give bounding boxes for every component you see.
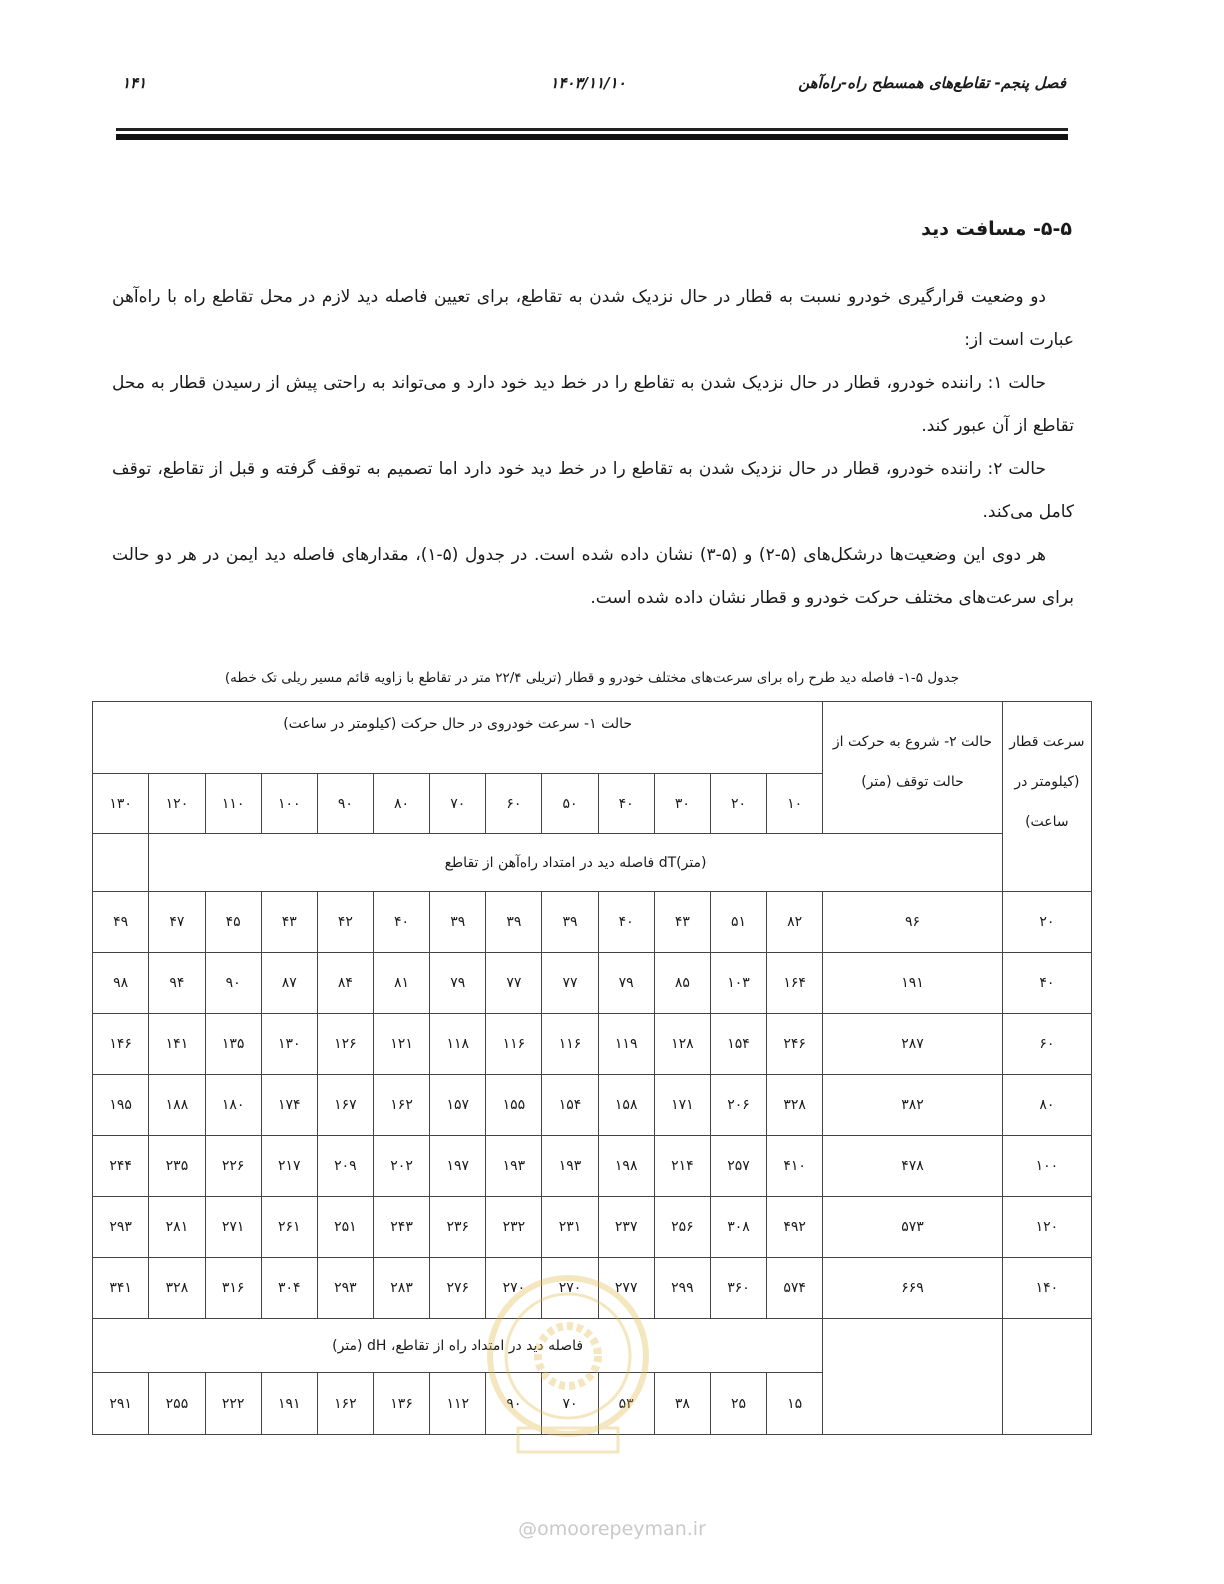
dT-value-cell: ۲۶۱: [261, 1197, 317, 1258]
dT-value-cell: ۲۵۱: [317, 1197, 373, 1258]
vehicle-speed-header: ۵۰: [542, 774, 598, 834]
dT-value-cell: ۷۷: [486, 953, 542, 1014]
page-number: ۱۴۱: [122, 74, 147, 92]
dH-value-cell: ۱۶۲: [317, 1373, 373, 1435]
dT-value-cell: ۱۲۱: [373, 1014, 429, 1075]
vehicle-speed-header: ۸۰: [373, 774, 429, 834]
dT-value-cell: ۷۷: [542, 953, 598, 1014]
dT-value-cell: ۲۹۳: [93, 1197, 149, 1258]
dT-value-cell: ۲۱۴: [654, 1136, 710, 1197]
dT-value-cell: ۳۱۶: [205, 1258, 261, 1319]
empty-cell: [93, 834, 149, 892]
dT-value-cell: ۴۰: [373, 892, 429, 953]
dT-value-cell: ۲۷۱: [205, 1197, 261, 1258]
vehicle-speed-header: ۱۱۰: [205, 774, 261, 834]
dH-value-cell: ۷۰: [542, 1373, 598, 1435]
paragraph: حالت ۲: راننده خودرو، قطار در حال نزدیک شدن به تقاطع را در خط دید خود دارد اما تصمیم به توقف گرفته و قبل از تقاطع، توقف کامل می‌کند.: [112, 459, 1074, 522]
paragraph: حالت ۱: راننده خودرو، قطار در حال نزدیک شدن به تقاطع را در خط دید خود دارد و می‌تواند به راحتی پیش از رسیدن قطار به محل تقاطع از آن عبور کند.: [112, 373, 1074, 436]
dT-value-cell: ۲۴۴: [93, 1136, 149, 1197]
vehicle-speed-header: ۳۰: [654, 774, 710, 834]
dT-value-cell: ۱۶۷: [317, 1075, 373, 1136]
dT-value-cell: ۳۹: [542, 892, 598, 953]
dT-value-cell: ۲۳۵: [149, 1136, 205, 1197]
dT-value-cell: ۱۰۳: [710, 953, 766, 1014]
section-title: ۵-۵- مسافت دید: [921, 218, 1072, 240]
dT-value-cell: ۱۱۹: [598, 1014, 654, 1075]
paragraph: دو وضعیت قرارگیری خودرو نسبت به قطار در حال نزدیک شدن به تقاطع، برای تعیین فاصله دید لازم در محل تقاطع راه با راه‌آهن عبارت است از:: [112, 287, 1074, 350]
case2-cell: ۵۷۳: [823, 1197, 1003, 1258]
dT-value-cell: ۴۳: [654, 892, 710, 953]
dT-value-cell: ۱۲۶: [317, 1014, 373, 1075]
dT-value-cell: ۸۵: [654, 953, 710, 1014]
dT-value-cell: ۴۲: [317, 892, 373, 953]
dT-value-cell: ۲۳۷: [598, 1197, 654, 1258]
header-rule-thin: [116, 128, 1068, 131]
dT-value-cell: ۱۵۴: [542, 1075, 598, 1136]
case2-cell: ۳۸۲: [823, 1075, 1003, 1136]
vehicle-speed-header: ۱۲۰: [149, 774, 205, 834]
dT-value-cell: ۱۸۸: [149, 1075, 205, 1136]
case2-cell: ۶۶۹: [823, 1258, 1003, 1319]
dT-value-cell: ۲۷۶: [430, 1258, 486, 1319]
dT-value-cell: ۱۱۶: [486, 1014, 542, 1075]
dT-value-cell: ۳۹: [486, 892, 542, 953]
dT-value-cell: ۳۹: [430, 892, 486, 953]
dH-value-cell: ۲۲۲: [205, 1373, 261, 1435]
page-date: ۱۴۰۳/۱۱/۱۰: [550, 74, 626, 92]
dH-value-cell: ۲۵: [710, 1373, 766, 1435]
train-speed-cell: ۱۴۰: [1002, 1258, 1091, 1319]
dT-value-cell: ۲۵۶: [654, 1197, 710, 1258]
vehicle-speed-header: ۶۰: [486, 774, 542, 834]
train-speed-cell: ۱۲۰: [1002, 1197, 1091, 1258]
dT-value-cell: ۴۹۲: [767, 1197, 823, 1258]
dT-value-cell: ۲۴۳: [373, 1197, 429, 1258]
vehicle-speed-header: ۲۰: [710, 774, 766, 834]
dT-value-cell: ۲۷۰: [542, 1258, 598, 1319]
dT-value-cell: ۸۴: [317, 953, 373, 1014]
dT-value-cell: ۲۸۱: [149, 1197, 205, 1258]
dT-value-cell: ۳۲۸: [149, 1258, 205, 1319]
dT-value-cell: ۲۰۶: [710, 1075, 766, 1136]
table-row: [93, 1014, 1092, 1075]
dT-value-cell: ۲۴۶: [767, 1014, 823, 1075]
dT-value-cell: ۷۹: [598, 953, 654, 1014]
vehicle-speed-header: ۹۰: [317, 774, 373, 834]
dT-value-cell: ۲۳۲: [486, 1197, 542, 1258]
dT-value-cell: ۱۶۲: [373, 1075, 429, 1136]
dT-value-cell: ۱۷۴: [261, 1075, 317, 1136]
dH-value-cell: ۱۳۶: [373, 1373, 429, 1435]
dT-value-cell: ۲۲۶: [205, 1136, 261, 1197]
table-row: [93, 1197, 1092, 1258]
dT-value-cell: ۲۰۹: [317, 1136, 373, 1197]
table-caption: جدول ۵-۱- فاصله دید طرح راه برای سرعت‌های مختلف خودرو و قطار (تریلی ۲۲/۴ متر در تقاطع با زاویه قائم مسیر ریلی تک خطه): [224, 670, 960, 686]
watermark-site: @omoorepeyman.ir: [518, 1518, 706, 1540]
dT-value-cell: ۸۲: [767, 892, 823, 953]
dT-value-cell: ۱۹۷: [430, 1136, 486, 1197]
dH-value-cell: ۳۸: [654, 1373, 710, 1435]
dH-value-cell: ۵۳: [598, 1373, 654, 1435]
dT-value-cell: ۱۴۱: [149, 1014, 205, 1075]
dT-value-cell: ۲۵۷: [710, 1136, 766, 1197]
vehicle-speed-header: ۱۰۰: [261, 774, 317, 834]
watermark-stamp-icon: [478, 1268, 658, 1458]
dT-value-cell: ۹۸: [93, 953, 149, 1014]
vehicle-speed-header: ۷۰: [430, 774, 486, 834]
dT-value-cell: ۲۷۰: [486, 1258, 542, 1319]
case2-cell: ۴۷۸: [823, 1136, 1003, 1197]
dT-value-cell: ۱۵۷: [430, 1075, 486, 1136]
dT-value-cell: ۲۷۷: [598, 1258, 654, 1319]
dT-value-cell: ۵۱: [710, 892, 766, 953]
dT-value-cell: ۲۹۳: [317, 1258, 373, 1319]
dT-value-cell: ۴۹: [93, 892, 149, 953]
dH-value-cell: ۱۵: [767, 1373, 823, 1435]
dT-value-cell: ۳۴۱: [93, 1258, 149, 1319]
dT-value-cell: ۱۶۴: [767, 953, 823, 1014]
dH-value-cell: ۹۰: [486, 1373, 542, 1435]
dT-value-cell: ۱۹۳: [542, 1136, 598, 1197]
table-row: [93, 1136, 1092, 1197]
dT-value-cell: ۷۹: [430, 953, 486, 1014]
dT-value-cell: ۵۷۴: [767, 1258, 823, 1319]
dT-value-cell: ۳۰۴: [261, 1258, 317, 1319]
dT-value-cell: ۲۳۱: [542, 1197, 598, 1258]
case1-header: حالت ۱- سرعت خودروی در حال حرکت (کیلومتر در ساعت): [93, 702, 823, 774]
dT-value-cell: ۸۷: [261, 953, 317, 1014]
dT-label: (متر)dT فاصله دید در امتداد راه‌آهن از تقاطع: [149, 834, 1002, 892]
dT-value-cell: ۱۹۳: [486, 1136, 542, 1197]
table-row: [93, 1075, 1092, 1136]
dT-value-cell: ۱۹۸: [598, 1136, 654, 1197]
train-speed-cell: ۶۰: [1002, 1014, 1091, 1075]
dT-value-cell: ۱۹۵: [93, 1075, 149, 1136]
train-speed-cell: ۴۰: [1002, 953, 1091, 1014]
body-text: [112, 276, 1074, 620]
dH-value-cell: ۱۹۱: [261, 1373, 317, 1435]
dT-value-cell: ۸۱: [373, 953, 429, 1014]
case2-cell: ۲۸۷: [823, 1014, 1003, 1075]
dT-value-cell: ۹۴: [149, 953, 205, 1014]
train-speed-header: سرعت قطار (کیلومتر در ساعت): [1002, 702, 1091, 892]
dT-value-cell: ۱۱۸: [430, 1014, 486, 1075]
case2-cell: ۹۶: [823, 892, 1003, 953]
dT-value-cell: ۱۱۶: [542, 1014, 598, 1075]
case2-cell: ۱۹۱: [823, 953, 1003, 1014]
dT-value-cell: ۲۹۹: [654, 1258, 710, 1319]
chapter-title: فصل پنجم- تقاطع‌های همسطح راه-راه‌آهن: [798, 74, 1066, 92]
train-speed-cell: ۸۰: [1002, 1075, 1091, 1136]
case2-header: حالت ۲- شروع به حرکت از حالت توقف (متر): [823, 702, 1003, 834]
dH-label: فاصله دید در امتداد راه از تقاطع، dH (متر): [93, 1319, 823, 1373]
dT-value-cell: ۹۰: [205, 953, 261, 1014]
dT-value-cell: ۴۱۰: [767, 1136, 823, 1197]
empty-cell: [823, 1319, 1003, 1435]
vehicle-speed-header: ۱۳۰: [93, 774, 149, 834]
dH-value-cell: ۱۱۲: [430, 1373, 486, 1435]
dT-value-cell: ۱۲۸: [654, 1014, 710, 1075]
dT-value-cell: ۱۴۶: [93, 1014, 149, 1075]
dT-value-cell: ۴۷: [149, 892, 205, 953]
dT-value-cell: ۲۳۶: [430, 1197, 486, 1258]
header-rule-thick: [116, 134, 1068, 140]
dH-value-cell: ۲۹۱: [93, 1373, 149, 1435]
dT-value-cell: ۱۳۰: [261, 1014, 317, 1075]
dT-value-cell: ۱۸۰: [205, 1075, 261, 1136]
dT-value-cell: ۲۰۲: [373, 1136, 429, 1197]
dT-value-cell: ۱۵۴: [710, 1014, 766, 1075]
table-row: [93, 953, 1092, 1014]
dT-value-cell: ۲۱۷: [261, 1136, 317, 1197]
dT-value-cell: ۱۵۸: [598, 1075, 654, 1136]
vehicle-speed-header: ۱۰: [767, 774, 823, 834]
table-row: [93, 892, 1092, 953]
empty-cell: [1002, 1319, 1091, 1435]
dT-value-cell: ۳۶۰: [710, 1258, 766, 1319]
paragraph: هر دوی این وضعیت‌ها درشکل‌های (۵-۲) و (۵-۳) نشان داده شده است. در جدول (۵-۱)، مقدارهای فاصله دید ایمن در هر دو حالت برای سرعت‌های مختلف حرکت خودرو و قطار نشان داده شده است.: [112, 545, 1074, 608]
train-speed-cell: ۱۰۰: [1002, 1136, 1091, 1197]
dT-value-cell: ۲۸۳: [373, 1258, 429, 1319]
dT-value-cell: ۴۰: [598, 892, 654, 953]
vehicle-speed-header: ۴۰: [598, 774, 654, 834]
dT-value-cell: ۳۲۸: [767, 1075, 823, 1136]
dH-value-cell: ۲۵۵: [149, 1373, 205, 1435]
dT-value-cell: ۴۳: [261, 892, 317, 953]
dT-value-cell: ۴۵: [205, 892, 261, 953]
train-speed-cell: ۲۰: [1002, 892, 1091, 953]
dT-value-cell: ۱۵۵: [486, 1075, 542, 1136]
dT-value-cell: ۳۰۸: [710, 1197, 766, 1258]
dT-value-cell: ۱۷۱: [654, 1075, 710, 1136]
dT-value-cell: ۱۳۵: [205, 1014, 261, 1075]
